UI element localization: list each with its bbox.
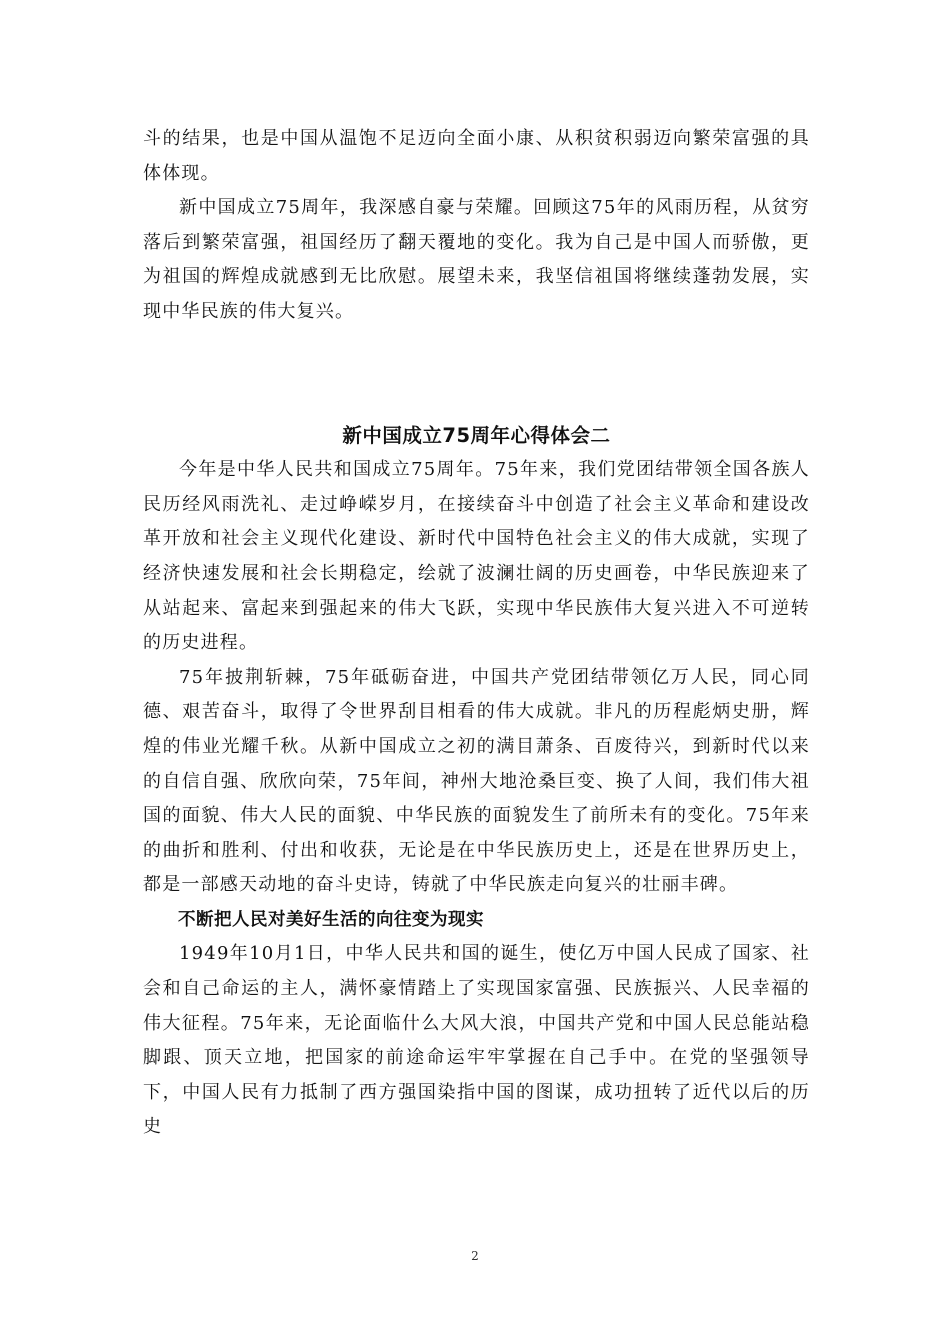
paragraph-history: 1949年10月1日，中华人民共和国的诞生，使亿万中国人民成了国家、社会和自己命运的主人，满怀豪情踏上了实现国家富强、民族振兴、人民幸福的伟大征程。75年来，无论面临什么大风大浪，中国共产党和中国人民总能站稳脚跟、顶天立地，把国家的前途命运牢牢掌握在自己手中。在党的坚强领导下，中国人民有力抵制了西方强国染指中国的图谋，成功扭转了近代以后的历史	[143, 943, 810, 1138]
paragraph-continued: 斗的结果，也是中国从温饱不足迈向全面小康、从积贫积弱迈向繁荣富强的具体体现。	[143, 128, 810, 184]
document-body	[143, 122, 810, 1145]
paragraph-intro: 今年是中华人民共和国成立75周年。75年来，我们党团结带领全国各族人民历经风雨洗礼、走过峥嵘岁月，在接续奋斗中创造了社会主义革命和建设改革开放和社会主义现代化建设、新时代中国特色社会主义的伟大成就，实现了经济快速发展和社会长期稳定，绘就了波澜壮阔的历史画卷，中华民族迎来了从站起来、富起来到强起来的伟大飞跃，实现中华民族伟大复兴进入不可逆转的历史进程。	[143, 459, 810, 654]
subheading: 不断把人民对美好生活的向往变为现实	[178, 909, 484, 930]
paragraph-reflection: 新中国成立75周年，我深感自豪与荣耀。回顾这75年的风雨历程，从贫穷落后到繁荣富强，祖国经历了翻天覆地的变化。我为自己是中国人而骄傲，更为祖国的辉煌成就感到无比欣慰。展望未来，我坚信祖国将继续蓬勃发展，实现中华民族的伟大复兴。	[143, 197, 810, 322]
page-number: 2	[471, 1249, 479, 1263]
section-title: 新中国成立75周年心得体会二	[342, 423, 611, 447]
paragraph-achievements: 75年披荆斩棘，75年砥砺奋进，中国共产党团结带领亿万人民，同心同德、艰苦奋斗，取得了令世界刮目相看的伟大成就。非凡的历程彪炳史册，辉煌的伟业光耀千秋。从新中国成立之初的满目萧条、百废待兴，到新时代以来的自信自强、欣欣向荣，75年间，神州大地沧桑巨变、换了人间，我们伟大祖国的面貌、伟大人民的面貌、中华民族的面貌发生了前所未有的变化。75年来的曲折和胜利、付出和收获，无论是在中华民族历史上，还是在世界历史上，都是一部感天动地的奋斗史诗，铸就了中华民族走向复兴的壮丽丰碑。	[143, 666, 810, 896]
